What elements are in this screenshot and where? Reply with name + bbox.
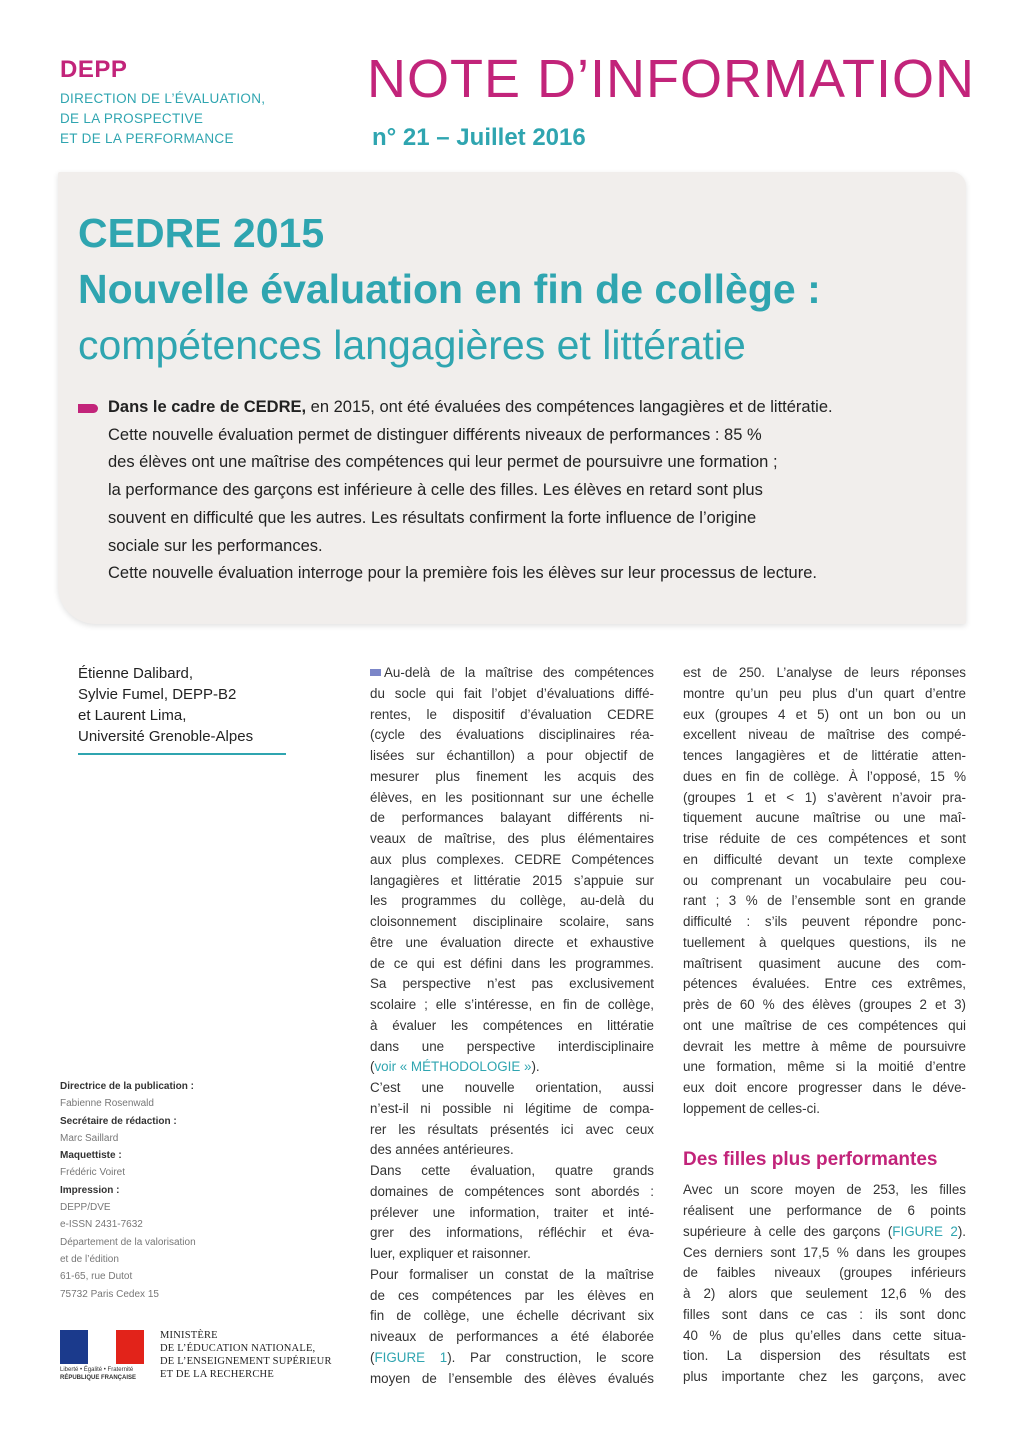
text-line: filles sont dans ce cas : ils sont donc (683, 1306, 966, 1322)
figure-2-link[interactable]: FIGURE 2 (892, 1223, 958, 1239)
issue-number: n° 21 – Juillet 2016 (372, 124, 586, 151)
author-line: Université Grenoble-Alpes (78, 728, 254, 745)
figure-1-link[interactable]: FIGURE 1 (374, 1349, 448, 1365)
text-line: C’est une nouvelle orientation, aussi (370, 1080, 654, 1095)
text-line: difficulté : s’ils peuvent répondre ponc- (683, 914, 966, 929)
text-line: tences langagières et de littératie atten- (683, 748, 966, 763)
ministry-line: DE L’ENSEIGNEMENT SUPÉRIEUR (160, 1356, 332, 1367)
text-line: une formation, même si la moitié d’entre (683, 1059, 966, 1075)
text-line: grer des informations, réfléchir et éva- (370, 1225, 654, 1241)
summary-line: souvent en difficulté que les autres. Les résultats confirment la forte influence de l’origine (108, 508, 757, 527)
summary-text (108, 394, 958, 588)
text-line: à 2) alors que seulement 12,6 % des (683, 1286, 966, 1301)
credit-value: Frédéric Voiret (60, 1167, 126, 1179)
author-line: Étienne Dalibard, (78, 665, 194, 682)
author-line: et Laurent Lima, (78, 707, 187, 724)
directorate-line: ET DE LA PERFORMANCE (60, 131, 234, 146)
text-line: en difficulté devant un texte complexe (683, 851, 966, 867)
ministry-line: DE L’ÉDUCATION NATIONALE, (160, 1343, 316, 1354)
text-line: moyen de l’ensemble des élèves évalués (370, 1370, 654, 1386)
credit-title: Impression : (60, 1184, 120, 1196)
text-line: trise réduite de ces compétences et sont (683, 831, 966, 846)
directorate-name (60, 89, 265, 149)
text-line: fin de collège, une échelle décrivant six (370, 1308, 654, 1324)
text-line: ou comprenant un vocabulaire peu cou- (683, 872, 966, 888)
summary-line: des élèves ont une maîtrise des compétences qui leur permet de poursuivre une formation ; (108, 453, 778, 472)
credit-value: e-ISSN 2431-7632 (60, 1219, 143, 1231)
credit-title: Secrétaire de rédaction : (60, 1115, 177, 1127)
text-line: rer les résultats présentés ici avec ceux (370, 1121, 654, 1137)
summary-line: la performance des garçons est inférieure à celle des filles. Les élèves en retard sont plus (108, 481, 763, 500)
paragraph (370, 663, 654, 1078)
paragraph (370, 1161, 654, 1265)
text-line: montre qu’un peu plus d’un quart d’entre (683, 685, 966, 701)
summary-line: Cette nouvelle évaluation permet de distinguer différents niveaux de performances : 85 % (108, 425, 762, 444)
text-line: des années antérieures. (370, 1142, 514, 1158)
publication-credits (60, 1078, 196, 1303)
text-line: pétences évaluées. Entre ces extrêmes, (683, 976, 966, 992)
text-line: de ces compétences par les élèves en (370, 1287, 654, 1303)
document-title-line-2: Nouvelle évaluation en fin de collège : (78, 266, 821, 312)
summary-line (108, 394, 958, 422)
text-line: Pour formaliser un constat de la maîtrise (370, 1266, 654, 1282)
methodology-link[interactable]: voir « MÉTHODOLOGIE » (374, 1059, 532, 1075)
marianne-logo (60, 1330, 144, 1364)
text-line: domaines de compétences sont abordés : (370, 1183, 654, 1199)
text-line: scolaire ; elle s’intéresse, en fin de collège, (370, 997, 654, 1012)
text-line: rentes, le dispositif d’évaluation CEDRE (370, 706, 654, 722)
text-line: élèves, en les positionnant sur une échelle (370, 789, 654, 805)
text-line: Sa perspective n’est pas exclusivement (370, 976, 654, 992)
body-column-2 (370, 663, 654, 1389)
credit-value: 61-65, rue Dutot (60, 1271, 133, 1283)
text-line: dues en fin de collège. À l’opposé, 15 % (683, 768, 966, 784)
text-line: du socle qui fait l’objet d’évaluations diffé- (370, 685, 654, 701)
credit-title: Directrice de la publication : (60, 1081, 194, 1092)
document-title-line-1: CEDRE 2015 (78, 210, 325, 256)
text-line: est de 250. L’analyse de leurs réponses (683, 665, 966, 680)
text-line: Au-delà de la maîtrise des compétences (370, 663, 654, 684)
flag-red-band (116, 1330, 144, 1364)
publication-title: NOTE D’INFORMATION (367, 49, 975, 109)
text-line: eux (groupes 4 et 5) ont un bon ou un (683, 706, 966, 722)
text-line: 40 % de plus qu’elles dans cette situa- (683, 1327, 966, 1343)
credit-value: Marc Saillard (60, 1132, 119, 1144)
text-line: rant ; 3 % de l’ensemble sont en grande (683, 893, 966, 909)
flag-white-band (88, 1330, 116, 1364)
text-line: Avec un score moyen de 253, les filles (683, 1182, 966, 1198)
ministry-line: MINISTÈRE (160, 1330, 218, 1341)
republic-name: RÉPUBLIQUE FRANÇAISE (60, 1375, 137, 1381)
document-subtitle: compétences langagières et littératie (78, 322, 746, 368)
paragraph (370, 1265, 654, 1390)
text-line: (groupes 1 et < 1) s’avèrent n’avoir pra- (683, 789, 966, 805)
text-line: les programmes du collège, au-delà du (370, 893, 654, 909)
summary-line: Cette nouvelle évaluation interroge pour la première fois les élèves sur leur processus de lecture. (108, 564, 817, 583)
text-line: n’est-il ni possible ni légitime de compa- (370, 1100, 654, 1116)
text-line: maîtrisent quasiment aucune des com- (683, 955, 966, 971)
text-line: dans une perspective interdisciplinaire (370, 1038, 654, 1054)
text-line: supérieure à celle des garçons (FIGURE 2). (683, 1223, 966, 1239)
credit-value: et de l’édition (60, 1253, 119, 1265)
ministry-name (160, 1329, 332, 1381)
credit-value: DEPP/DVE (60, 1202, 111, 1214)
summary-lead: Dans le cadre de CEDRE, (108, 398, 307, 416)
text-line: tion. La dispersion des résultats est (683, 1348, 966, 1364)
text-line: loppement de celles-ci. (683, 1100, 820, 1116)
authors-divider (78, 753, 286, 755)
text-line: tiquement aucune maîtrise ou une maî- (683, 810, 966, 826)
paragraph (683, 663, 966, 1120)
text-line: être une évaluation directe et exhaustive (370, 934, 654, 950)
text-line: (FIGURE 1). Par construction, le score (370, 1349, 654, 1365)
text-line: luer, expliquer et raisonner. (370, 1246, 531, 1261)
credit-value: 75732 Paris Cedex 15 (60, 1288, 159, 1300)
text-line: de faibles niveaux (groupes inférieurs (683, 1265, 966, 1281)
summary-line: sociale sur les performances. (108, 536, 323, 555)
text-line: Dans cette évaluation, quatre grands (370, 1163, 654, 1178)
authors (78, 663, 253, 747)
directorate-line: DIRECTION DE L’ÉVALUATION, (60, 91, 266, 106)
flag-blue-band (60, 1330, 88, 1364)
text-line: Ces derniers sont 17,5 % dans les groupes (683, 1244, 966, 1260)
text-line: excellent niveau de maîtrise des compé- (683, 727, 966, 743)
text-line: de ce qui est défini dans les programmes. (370, 955, 654, 971)
paragraph (370, 1078, 654, 1161)
text-line: réalisent une performance de 6 points (683, 1203, 966, 1218)
body-column-3 (683, 663, 966, 1388)
text-line: cloisonnement disciplinaire scolaire, sans (370, 914, 654, 929)
credit-value: Département de la valorisation (60, 1236, 196, 1248)
summary-line-text: en 2015, ont été évaluées des compétences langagières et de littératie. (306, 398, 833, 416)
depp-acronym: DEPP (60, 56, 128, 83)
text-line: aux plus complexes. CEDRE Compétences (370, 851, 654, 867)
text-line: prélever une information, traiter et inté- (370, 1204, 654, 1220)
text-line: eux doit encore progresser dans le déve- (683, 1080, 966, 1095)
text-line: lisées sur échantillon) a pour objectif de (370, 748, 654, 763)
credit-value: Fabienne Rosenwald (60, 1098, 154, 1110)
republic-motto: Liberté • Égalité • Fraternité (60, 1367, 134, 1373)
section-heading: Des filles plus performantes (683, 1148, 938, 1170)
paragraph (683, 1180, 966, 1388)
text-line: ont une maîtrise de ces compétences qui (683, 1017, 966, 1033)
paragraph-marker (370, 669, 381, 676)
text-line: mesurer plus finement les acquis des (370, 768, 654, 784)
text-line: langagières et littératie 2015 s’appuie sur (370, 872, 654, 888)
text-line: (voir « MÉTHODOLOGIE »). (370, 1059, 540, 1075)
summary-bullet-marker (78, 404, 98, 413)
text-line: à évaluer les compétences en littératie (370, 1017, 654, 1033)
text-line: veaux de maîtrise, des plus élémentaires (370, 831, 654, 846)
credit-title: Maquettiste : (60, 1150, 122, 1162)
ministry-line: ET DE LA RECHERCHE (160, 1369, 274, 1380)
text-line: niveaux de performances a été élaborée (370, 1329, 654, 1344)
author-line: Sylvie Fumel, DEPP-B2 (78, 686, 237, 703)
text-line: près de 60 % des élèves (groupes 2 et 3) (683, 997, 966, 1012)
text-line: plus importante chez les garçons, avec (683, 1369, 966, 1384)
text-line: tuellement à quelques questions, ils ne (683, 934, 966, 950)
republic-tagline (60, 1366, 150, 1382)
text-line: (cycle des évaluations disciplinaires réa- (370, 727, 654, 743)
directorate-line: DE LA PROSPECTIVE (60, 111, 204, 126)
text-line: devrait les mettre à même de poursuivre (683, 1038, 966, 1054)
text-line: de performances balayant différents ni- (370, 810, 654, 826)
